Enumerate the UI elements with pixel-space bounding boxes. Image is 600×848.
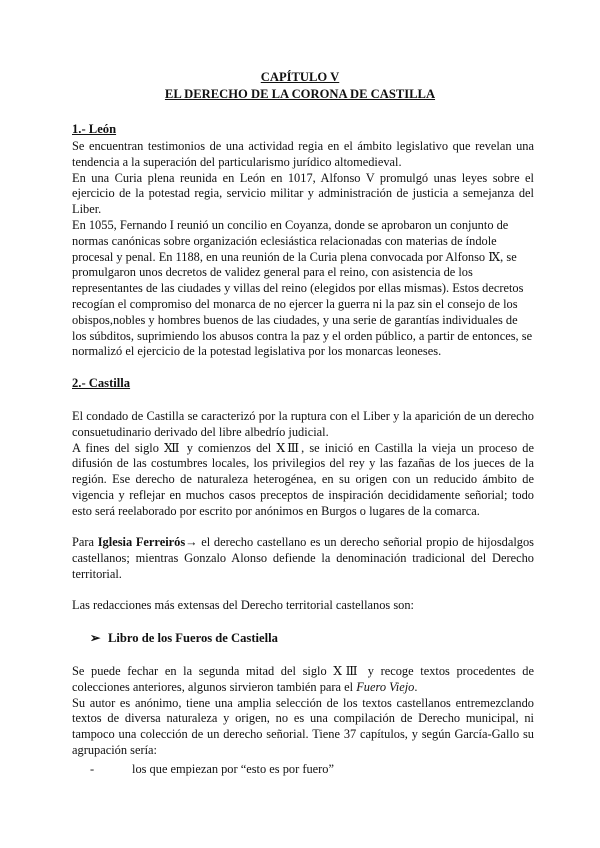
text-run: Se puede fechar en la segunda mitad del siglo ⅩⅢ y recoge textos procedentes de colecciones anteriores, algunos sirvieron también para el (72, 664, 534, 694)
bullet-title: Libro de los Fueros de Castiella (108, 631, 278, 645)
section-heading-castilla: 2.- Castilla (72, 376, 131, 390)
italic-title: Fuero Viejo (356, 679, 415, 694)
bullet-libro-fueros (90, 631, 278, 647)
list-item-text: los que empiezan por “esto es por fuero” (132, 762, 334, 776)
list-item (90, 762, 334, 778)
paragraph-iglesia-ferreiros (72, 535, 534, 582)
section-libro-body (72, 664, 534, 759)
paragraph: Se encuentran testimonios de una actividad regia en el ámbito legislativo que revelan una tendencia a la superación del particularismo jurídico altomedieval. (72, 139, 534, 169)
paragraph: Las redacciones más extensas del Derecho territorial castellanos son: (72, 598, 414, 612)
text-run: Para (72, 535, 98, 549)
paragraph: El condado de Castilla se caracterizó por la ruptura con el Liber y la aparición de un derecho consuetudinario derivado del libre albedrío judicial. (72, 409, 534, 439)
paragraph-redacciones (72, 598, 534, 614)
text-run: . (414, 679, 418, 694)
paragraph: En 1055, Fernando I reunió un concilio en Coyanza, donde se aprobaron un conjunto de normas canónicas sobre organización eclesiástica relacionadas con materias de índole procesal y penal. En 1188, en una reunión de la Curia plena convocada por Alfonso Ⅸ, se promulgaron unos decretos de validez general para el reino, con asistencia de los representantes de las ciudades y villas del reino (elegidos por ellas mismas). Estos decretos recogían el compromiso del monarca de no ejercer la guerra ni la paz sin el consejo de los obispos,nobles y hombres buenos de las ciudades, y una serie de garantías individuales de los súbditos, suprimiendo los abusos contra la paz y el orden público, a partir de entonces, se normalizó el ejercicio de la potestad legislativa por los monarcas leoneses. (72, 217, 533, 359)
section-leon-body (72, 139, 534, 360)
author-name: Iglesia Ferreirós (97, 535, 186, 549)
chapter-title: EL DERECHO DE LA CORONA DE CASTILLA (164, 87, 436, 101)
dash-bullet: - (90, 762, 95, 776)
text-run: → el derecho castellano es un derecho señorial propio de hijosdalgos castellanos; mientras Gonzalo Alonso defiende la denominación tradicional del Derecho territorial. (72, 535, 534, 581)
section-heading-leon: 1.- León (72, 122, 117, 136)
chapter-number: CAPÍTULO V (260, 70, 340, 84)
paragraph: En una Curia plena reunida en León en 1017, Alfonso V promulgó unas leyes sobre el ejercicio de la potestad regia, servicio militar y administración de justicia a semejanza del Liber. (72, 170, 534, 217)
arrow-bullet-icon: ➢ (90, 631, 101, 645)
paragraph: A fines del siglo Ⅻ y comienzos del ⅩⅢ, se inició en Castilla la vieja un proceso de difusión de las costumbres locales, los privilegios del rey y las fazañas de los jueces de la región. Ese derecho de naturaleza heterogénea, en su origen con un reducido ámbito de vigencia y reflejar en muchos casos preceptos de inspiración decididamente señorial; todo esto será reelaborado por escrito por anónimos en Burgos o lugares de la comarca. (72, 440, 534, 518)
section-castilla-body (72, 409, 534, 520)
paragraph: Su autor es anónimo, tiene una amplia selección de los textos castellanos entremezclando textos de diversa naturaleza y origen, no es una compilación de Derecho municipal, ni tampoco una colección de un derecho señorial. Tiene 37 capítulos, y según García-Gallo su agrupación sería: (72, 695, 534, 757)
